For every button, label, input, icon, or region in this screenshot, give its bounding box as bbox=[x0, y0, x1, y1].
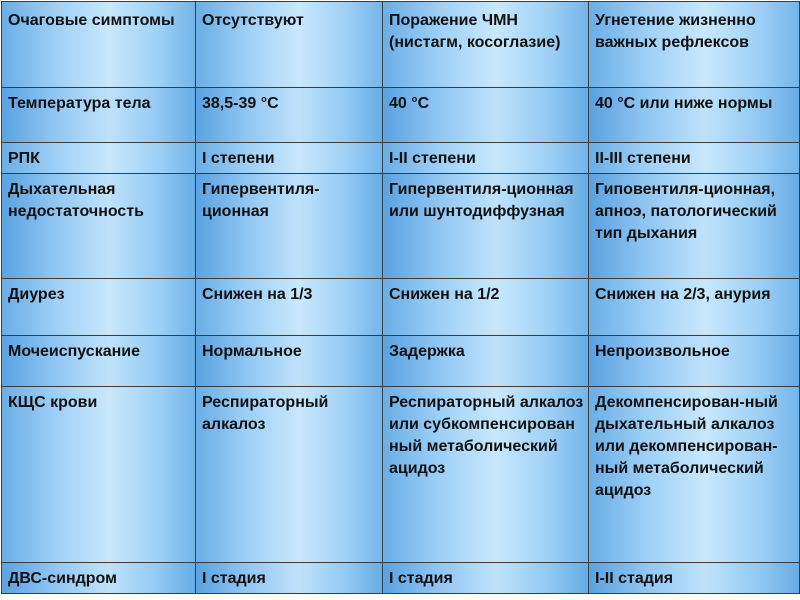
table-cell: Гиповентиля-ционная, апноэ, патологический тип дыхания bbox=[589, 174, 800, 279]
table-cell: Нормальное bbox=[196, 336, 383, 387]
table-cell: Респираторный алкалоз или субкомпенсирован ный метаболический ацидоз bbox=[383, 387, 589, 563]
table-header-row bbox=[2, 2, 800, 88]
header-cell-cranial-nerves: Поражение ЧМН (нистагм, косоглазие) bbox=[383, 2, 589, 88]
table-cell: Непроизвольное bbox=[589, 336, 800, 387]
row-label-cell: Диурез bbox=[2, 279, 196, 336]
table-cell: I-II степени bbox=[383, 143, 589, 174]
table-row-temperature bbox=[2, 88, 800, 143]
table-row-acid-base bbox=[2, 387, 800, 563]
table-cell: Снижен на 1/3 bbox=[196, 279, 383, 336]
table-row-diuresis bbox=[2, 279, 800, 336]
table-cell: 40 °С bbox=[383, 88, 589, 143]
table-cell: Снижен на 1/2 bbox=[383, 279, 589, 336]
table-cell: Гипервентиля-ционная bbox=[196, 174, 383, 279]
row-label-cell: КЩС крови bbox=[2, 387, 196, 563]
table-cell: Снижен на 2/3, анурия bbox=[589, 279, 800, 336]
row-label-cell: Дыхательная недостаточность bbox=[2, 174, 196, 279]
table-cell: Гипервентиля-ционная или шунтодиффузная bbox=[383, 174, 589, 279]
row-label-cell: Температура тела bbox=[2, 88, 196, 143]
row-label-cell: РПК bbox=[2, 143, 196, 174]
header-cell-absent: Отсутствуют bbox=[196, 2, 383, 88]
header-cell-reflex-depression: Угнетение жизненно важных рефлексов bbox=[589, 2, 800, 88]
table-row-respiratory-failure bbox=[2, 174, 800, 279]
table-cell: Задержка bbox=[383, 336, 589, 387]
table-cell: I степени bbox=[196, 143, 383, 174]
table-cell: 38,5-39 °С bbox=[196, 88, 383, 143]
table-cell: Декомпенсирован-ный дыхательный алкалоз или декомпенсирован-ный метаболический ацидоз bbox=[589, 387, 800, 563]
row-label-cell: Мочеиспускание bbox=[2, 336, 196, 387]
table-row-urination bbox=[2, 336, 800, 387]
header-cell-focal-symptoms: Очаговые симптомы bbox=[2, 2, 196, 88]
table-cell: I стадия bbox=[196, 563, 383, 594]
clinical-table bbox=[1, 1, 800, 594]
table-cell: I-II стадия bbox=[589, 563, 800, 594]
table-cell: Респираторный алкалоз bbox=[196, 387, 383, 563]
row-label-cell: ДВС-синдром bbox=[2, 563, 196, 594]
table-row-dic bbox=[2, 563, 800, 594]
table-cell: II-III степени bbox=[589, 143, 800, 174]
table-cell: I стадия bbox=[383, 563, 589, 594]
table-cell: 40 °С или ниже нормы bbox=[589, 88, 800, 143]
table-row-rpk bbox=[2, 143, 800, 174]
